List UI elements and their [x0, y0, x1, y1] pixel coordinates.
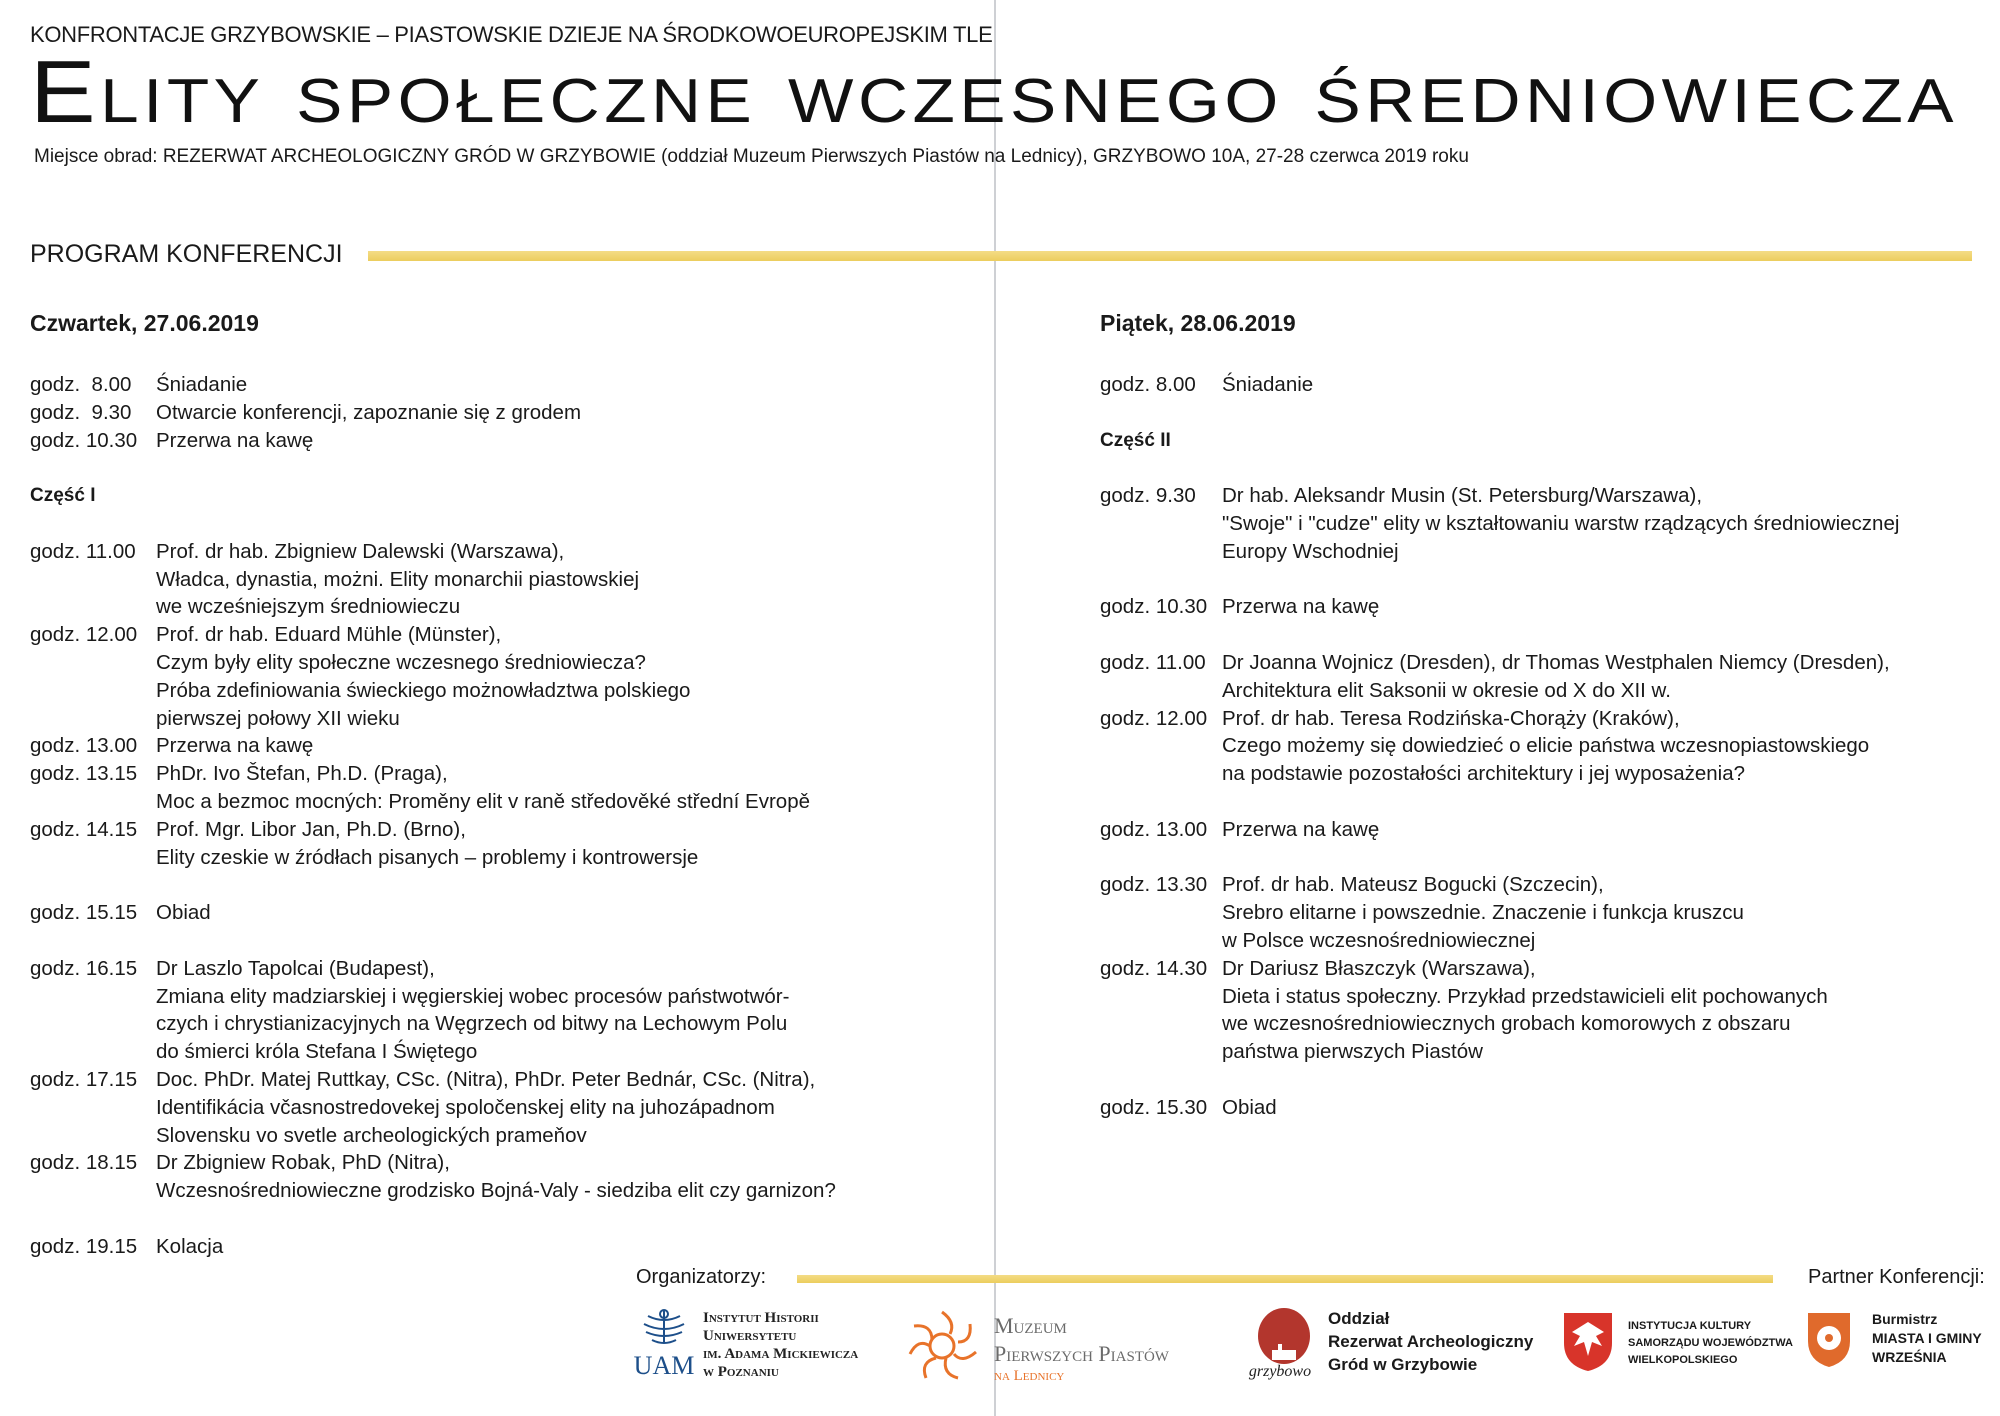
schedule-entry	[1100, 705, 1990, 788]
entry-time: godz. 10.30	[1100, 595, 1208, 619]
entry-line	[1100, 510, 1990, 538]
entry-line	[30, 732, 980, 760]
entry-text: do śmierci króla Stefana I Świętego	[156, 1040, 478, 1064]
schedule-entry	[1100, 649, 1990, 705]
entry-line	[30, 371, 980, 399]
entry-line	[30, 816, 980, 844]
entry-line	[30, 1066, 980, 1094]
logo-text: Uniwersytetu	[703, 1328, 797, 1344]
schedule-entry	[30, 399, 980, 427]
day-schedule-friday	[1100, 371, 1990, 1122]
entry-time: godz. 9.30	[30, 400, 132, 424]
venue: Miejsce obrad: REZERWAT ARCHEOLOGICZNY GRÓD W GRZYBOWIE (oddział Muzeum Pierwszych Piastów na Lednicy), GRZYBOWO 10A, 27-28 czerwca 2019 roku	[34, 146, 1469, 167]
logo-text: w Poznaniu	[703, 1364, 779, 1380]
entry-time: godz. 9.30	[1100, 484, 1196, 508]
entry-time: godz. 18.15	[30, 1151, 138, 1175]
entry-line	[30, 399, 980, 427]
entry-text: Zmiana elity madziarskiej i węgierskiej wobec procesów państwotwór-	[156, 984, 790, 1008]
page-title-text: Elity społeczne wczesnego średniowiecza	[30, 42, 1959, 140]
logo-text: Instytut Historii	[703, 1310, 819, 1326]
grzybowo-logo-icon	[1242, 1306, 1318, 1380]
entry-text: Dr hab. Aleksandr Musin (St. Petersburg/Warszawa),	[1222, 484, 1703, 508]
section-heading: Część II	[1100, 429, 1171, 451]
entry-text: Dr Dariusz Błaszczyk (Warszawa),	[1222, 956, 1536, 980]
entry-line	[1100, 760, 1990, 788]
entry-line	[1100, 649, 1990, 677]
entry-text: Otwarcie konferencji, zapoznanie się z grodem	[156, 400, 582, 424]
entry-text: Prof. dr hab. Zbigniew Dalewski (Warszawa),	[156, 539, 565, 563]
entry-text: na podstawie pozostałości architektury i jej wyposażenia?	[1222, 762, 1746, 786]
uam-eagle-logo-icon	[634, 1306, 694, 1378]
logo-text: WIELKOPOLSKIEGO	[1628, 1354, 1738, 1366]
entry-text: Przerwa na kawę	[156, 734, 314, 758]
entry-text: Prof. dr hab. Eduard Mühle (Münster),	[156, 623, 502, 647]
entry-time: godz. 8.00	[30, 373, 132, 396]
entry-time: godz. 12.00	[1100, 706, 1208, 730]
program-heading: PROGRAM KONFERENCJI	[30, 240, 343, 268]
day-title: Piątek, 28.06.2019	[1100, 310, 1296, 336]
entry-time: godz. 13.00	[30, 734, 138, 758]
entry-time: godz. 15.30	[1100, 1095, 1208, 1119]
schedule-entry	[30, 1233, 980, 1261]
entry-line	[30, 1177, 980, 1205]
entry-line	[30, 899, 980, 927]
rose-coat-of-arms-icon	[1805, 1310, 1853, 1370]
schedule-entry	[1100, 816, 1990, 844]
spacer	[30, 1205, 980, 1233]
entry-text: Władca, dynastia, możni. Elity monarchii piastowskiej	[156, 567, 640, 591]
spacer	[1100, 844, 1990, 872]
footer-accent-bar	[797, 1275, 1773, 1283]
entry-line	[30, 621, 980, 649]
entry-line	[30, 705, 980, 733]
spacer	[1100, 621, 1990, 649]
entry-line	[30, 1038, 980, 1066]
entry-time: godz. 19.15	[30, 1234, 138, 1258]
schedule-entry	[1100, 482, 1990, 565]
entry-text: Przerwa na kawę	[1222, 595, 1380, 619]
entry-line	[1100, 1038, 1990, 1066]
schedule-entry	[30, 955, 980, 1066]
entry-text: Wczesnośredniowieczne grodzisko Bojná-Valy - siedziba elit czy garnizon?	[156, 1179, 836, 1203]
entry-line	[30, 1094, 980, 1122]
entry-text: we wcześniejszym średniowieczu	[156, 595, 461, 619]
entry-time: godz. 8.00	[1100, 373, 1196, 396]
eagle-coat-of-arms-icon	[1561, 1310, 1615, 1374]
schedule-entry	[30, 371, 980, 399]
partner-label: Partner Konferencji:	[1808, 1266, 1985, 1288]
schedule-entry	[1100, 1094, 1990, 1122]
entry-text: Dr Joanna Wojnicz (Dresden), dr Thomas Westphalen Niemcy (Dresden),	[1222, 650, 1890, 674]
logo-text: im. Adama Mickiewicza	[703, 1346, 859, 1362]
schedule-entry	[30, 621, 980, 732]
entry-text: Prof. dr hab. Teresa Rodzińska-Chorąży (Kraków),	[1222, 706, 1680, 730]
entry-time: godz. 16.15	[30, 956, 138, 980]
schedule-entry	[30, 427, 980, 455]
entry-text: "Swoje" i "cudze" elity w kształtowaniu warstw rządzących średniowiecznej	[1222, 511, 1900, 535]
entry-time: godz. 13.15	[30, 762, 138, 786]
entry-text: PhDr. Ivo Štefan, Ph.D. (Praga),	[156, 762, 448, 786]
entry-text: Czym były elity społeczne wczesnego średniowiecza?	[156, 650, 646, 674]
grzybowo-mark: grzybowo	[1248, 1363, 1312, 1380]
entry-line	[1100, 1010, 1990, 1038]
entry-text: Kolacja	[156, 1234, 224, 1258]
logo-text: Gród w Grzybowie	[1328, 1355, 1478, 1374]
entry-time: godz. 17.15	[30, 1067, 138, 1091]
entry-line	[1100, 705, 1990, 733]
entry-text: Moc a bezmoc mocných: Proměny elit v raně středověké střední Evropě	[156, 789, 811, 813]
entry-line	[1100, 732, 1990, 760]
schedule-entry	[30, 1066, 980, 1149]
spacer	[1100, 788, 1990, 816]
schedule-entry	[30, 816, 980, 872]
logo-text: na Lednicy	[994, 1368, 1065, 1384]
entry-text: Obiad	[1222, 1095, 1277, 1119]
entry-line	[1100, 371, 1990, 399]
conference-series: KONFRONTACJE GRZYBOWSKIE – PIASTOWSKIE DZIEJE NA ŚRODKOWOEUROPEJSKIM TLE	[30, 22, 993, 47]
paper-fold-line	[994, 0, 996, 1416]
entry-text: Przerwa na kawę	[1222, 817, 1380, 841]
entry-time: godz. 13.30	[1100, 873, 1208, 897]
spacer	[30, 454, 980, 482]
accent-bar	[368, 251, 1972, 261]
logo-text: MIASTA I GMINY	[1872, 1330, 1982, 1346]
museum-sun-logo-icon	[904, 1308, 980, 1384]
entry-text: Identifikácia včasnostredovekej spoločenskej elity na juhozápadnom	[156, 1095, 775, 1119]
entry-line	[1100, 871, 1990, 899]
entry-line	[30, 760, 980, 788]
organizers-label: Organizatorzy:	[636, 1266, 767, 1288]
schedule-entry	[30, 538, 980, 621]
entry-time: godz. 15.15	[30, 901, 138, 925]
spacer	[30, 927, 980, 955]
entry-text: Europy Wschodniej	[1222, 539, 1399, 563]
entry-text: Śniadanie	[156, 373, 248, 396]
schedule-entry	[1100, 955, 1990, 1066]
entry-text: w Polsce wczesnośredniowiecznej	[1222, 928, 1536, 952]
entry-text: Prof. Mgr. Libor Jan, Ph.D. (Brno),	[156, 817, 466, 841]
schedule-entry	[1100, 371, 1990, 399]
entry-time: godz. 13.00	[1100, 817, 1208, 841]
logo-text: Rezerwat Archeologiczny	[1328, 1332, 1534, 1351]
entry-text: Prof. dr hab. Mateusz Bogucki (Szczecin),	[1222, 873, 1604, 897]
entry-line	[1100, 482, 1990, 510]
entry-text: Srebro elitarne i powszednie. Znaczenie i funkcja kruszcu	[1222, 901, 1744, 925]
schedule-entry	[1100, 593, 1990, 621]
entry-text: Dr Zbigniew Robak, PhD (Nitra),	[156, 1151, 450, 1175]
spacer	[1100, 454, 1990, 482]
entry-line	[30, 538, 980, 566]
schedule-entry	[30, 1149, 980, 1205]
entry-text: państwa pierwszych Piastów	[1222, 1040, 1483, 1064]
entry-line	[1100, 593, 1990, 621]
entry-time: godz. 12.00	[30, 623, 138, 647]
entry-text: Doc. PhDr. Matej Ruttkay, CSc. (Nitra), PhDr. Peter Bednár, CSc. (Nitra),	[156, 1067, 816, 1091]
entry-text: Próba zdefiniowania świeckiego możnowładztwa polskiego	[156, 678, 691, 702]
logo-text: WRZEŚNIA	[1872, 1349, 1947, 1365]
entry-line	[30, 1010, 980, 1038]
schedule-entry	[30, 760, 980, 816]
section-heading: Część I	[30, 485, 96, 507]
entry-line	[30, 649, 980, 677]
spacer	[30, 510, 980, 538]
logo-text: Oddział	[1328, 1309, 1390, 1328]
entry-text: czych i chrystianizacyjnych na Węgrzech od bitwy na Lechowym Polu	[156, 1012, 788, 1036]
entry-time: godz. 11.00	[1100, 650, 1206, 674]
entry-line	[30, 427, 980, 455]
entry-line	[30, 593, 980, 621]
entry-line	[30, 983, 980, 1011]
logo-text: SAMORZĄDU WOJEWÓDZTWA	[1628, 1337, 1793, 1349]
logo-text: Muzeum	[994, 1313, 1067, 1338]
logo-text: INSTYTUCJA KULTURY	[1628, 1320, 1752, 1332]
spacer	[1100, 399, 1990, 427]
entry-line	[30, 1149, 980, 1177]
logo-text: Burmistrz	[1872, 1311, 1938, 1327]
entry-line	[30, 677, 980, 705]
entry-text: Śniadanie	[1222, 373, 1314, 396]
entry-line	[30, 1122, 980, 1150]
page-title	[0, 40, 2000, 140]
entry-text: Obiad	[156, 901, 211, 925]
entry-text: Czego możemy się dowiedzieć o elicie państwa wczesnopiastowskiego	[1222, 734, 1870, 758]
day-schedule-thursday	[30, 371, 980, 1261]
entry-time: godz. 11.00	[30, 539, 136, 563]
schedule-entry	[1100, 871, 1990, 954]
entry-line	[1100, 677, 1990, 705]
entry-line	[1100, 1094, 1990, 1122]
entry-text: pierwszej połowy XII wieku	[156, 706, 400, 730]
entry-time: godz. 14.30	[1100, 956, 1208, 980]
day-title: Czwartek, 27.06.2019	[30, 310, 259, 336]
entry-time: godz. 14.15	[30, 817, 138, 841]
entry-line	[1100, 955, 1990, 983]
entry-text: Architektura elit Saksonii w okresie od X do XII w.	[1222, 678, 1671, 702]
entry-time: godz. 10.30	[30, 428, 138, 452]
entry-text: Slovensku vo svetle archeologických prameňov	[156, 1123, 587, 1147]
entry-line	[1100, 899, 1990, 927]
entry-text: Dr Laszlo Tapolcai (Budapest),	[156, 956, 435, 980]
spacer	[30, 871, 980, 899]
entry-line	[30, 955, 980, 983]
schedule-entry	[30, 899, 980, 927]
spacer	[1100, 1066, 1990, 1094]
entry-line	[30, 1233, 980, 1261]
entry-line	[1100, 983, 1990, 1011]
entry-line	[1100, 927, 1990, 955]
schedule-entry	[30, 732, 980, 760]
entry-text: Dieta i status społeczny. Przykład przedstawicieli elit pochowanych	[1222, 984, 1828, 1008]
logo-text: Pierwszych Piastów	[994, 1340, 1169, 1366]
entry-line	[30, 844, 980, 872]
entry-text: we wczesnośredniowiecznych grobach komorowych z obszaru	[1222, 1012, 1791, 1036]
entry-line	[1100, 538, 1990, 566]
entry-line	[30, 566, 980, 594]
spacer	[1100, 566, 1990, 594]
uam-mark: UAM	[634, 1351, 694, 1378]
entry-line	[30, 788, 980, 816]
entry-text: Przerwa na kawę	[156, 428, 314, 452]
entry-text: Elity czeskie w źródłach pisanych – problemy i kontrowersje	[156, 845, 699, 869]
entry-line	[1100, 816, 1990, 844]
